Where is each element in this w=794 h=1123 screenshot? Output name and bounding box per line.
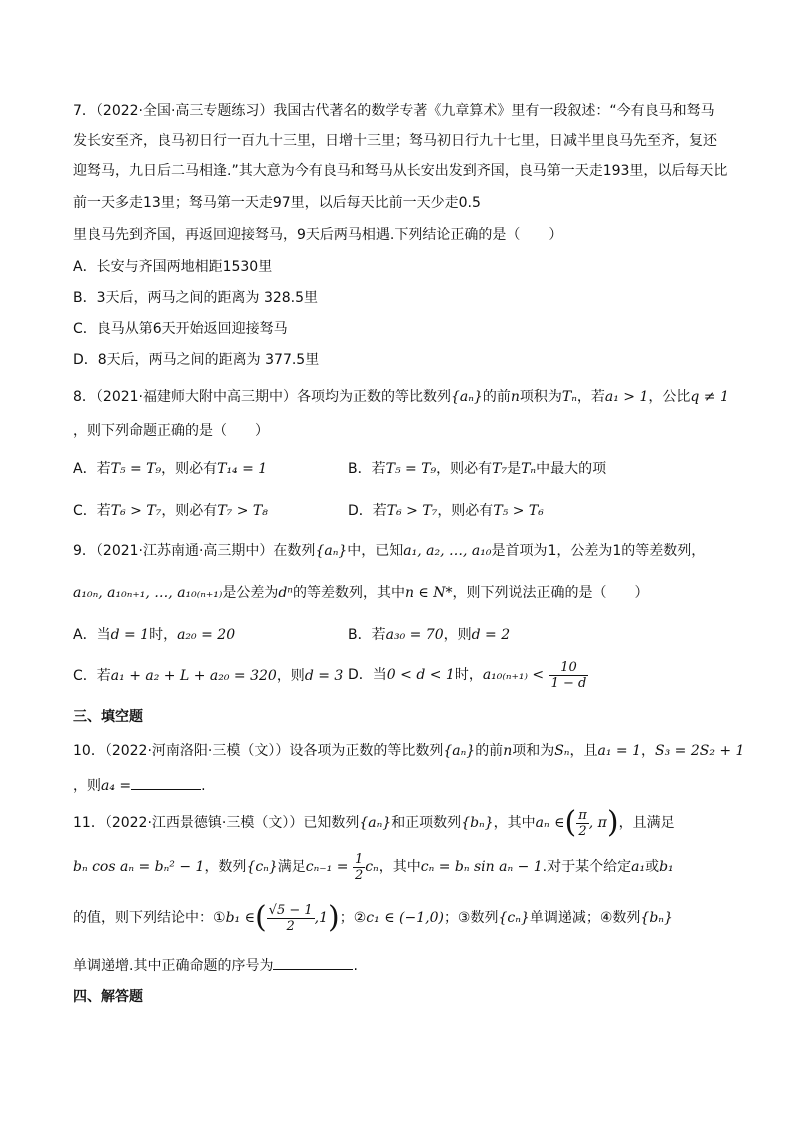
q8-d-text: ，则必有 bbox=[437, 503, 494, 519]
section-heading-fill-in: 三、填空题 bbox=[73, 709, 143, 725]
q10-math: a₄ = bbox=[101, 778, 132, 794]
q9-option-b bbox=[348, 625, 510, 645]
q9-math: n ∈ N* bbox=[404, 585, 453, 601]
q8-b-math: T₅ = T₉ bbox=[385, 461, 437, 477]
q11-sequence: {bₙ} bbox=[461, 815, 494, 831]
q10-sn: Sₙ bbox=[554, 743, 570, 759]
q9-text: 是公差为 bbox=[222, 585, 279, 601]
q11-math: cₙ₋₁ = bbox=[305, 859, 349, 875]
q11-line-3 bbox=[73, 899, 673, 937]
q11-answer-blank[interactable] bbox=[273, 955, 353, 970]
q10-math: S₃ = 2S₂ + 1 bbox=[654, 743, 745, 759]
q10-text: ，则 bbox=[73, 778, 101, 794]
q8-line-1 bbox=[73, 387, 729, 407]
q8-b-math: T₇ bbox=[492, 461, 508, 477]
q11-text: ；② bbox=[339, 910, 367, 926]
q9-b-text: ，则 bbox=[443, 627, 472, 643]
q10-line-1 bbox=[73, 741, 744, 761]
q9-a-text: A．当 bbox=[73, 627, 111, 643]
q9-a-text: 时， bbox=[149, 627, 178, 643]
q9-a-math: d = 1 bbox=[110, 627, 150, 643]
q8-text: 项积为 bbox=[519, 389, 562, 405]
q8-b-text: 中最大的项 bbox=[536, 461, 607, 477]
q11-paren: ( bbox=[564, 805, 577, 840]
q8-d-math: T₆ > T₇ bbox=[386, 503, 438, 519]
q10-text: 的前 bbox=[475, 743, 504, 759]
q9-line-2 bbox=[73, 583, 649, 603]
q11-paren: ) bbox=[328, 900, 340, 935]
q11-math: ,1 bbox=[314, 910, 329, 926]
q11-fraction bbox=[353, 852, 365, 883]
q9-c-text: C．若 bbox=[73, 668, 111, 684]
fraction-numerator: π bbox=[578, 807, 587, 823]
q9-text: ，则下列说法正确的是（ ） bbox=[452, 585, 649, 601]
q9-c-math: d = 3 bbox=[304, 668, 344, 684]
q11-math: cₙ = bₙ sin aₙ − 1 bbox=[420, 859, 543, 875]
q11-line-4 bbox=[73, 955, 358, 976]
fraction-denominator: 2 bbox=[578, 823, 587, 839]
q7-line-4: 前一天多走13里；驽马第一天走97里，以后每天比前一天少走0.5 bbox=[73, 195, 481, 211]
q11-text: 和正项数列 bbox=[391, 815, 462, 831]
q9-b-math: a₃₀ = 70 bbox=[385, 627, 444, 643]
q10-text: ， bbox=[640, 743, 655, 759]
q9-b-math: d = 2 bbox=[471, 627, 511, 643]
q11-fraction bbox=[267, 903, 315, 934]
q9-d-fraction bbox=[549, 660, 589, 691]
q11-math: b₁ ∈ bbox=[225, 910, 255, 926]
q11-line-1 bbox=[73, 806, 675, 840]
q11-text: ；③数列 bbox=[443, 910, 499, 926]
q10-sequence: {aₙ} bbox=[443, 743, 476, 759]
q8-d-math: T₅ > T₆ bbox=[493, 503, 544, 519]
q11-text: 单调递增.其中正确命题的序号为 bbox=[73, 958, 274, 974]
q11-text: ，其中 bbox=[493, 815, 536, 831]
q11-fraction bbox=[576, 808, 589, 839]
q9-b-text: B．若 bbox=[348, 627, 386, 643]
q11-text: ，其中 bbox=[378, 859, 421, 875]
q9-terms: a₁₀ₙ, a₁₀ₙ₊₁, …, a₁₀₍ₙ₊₁₎ bbox=[73, 585, 223, 601]
q10-text: 项和为 bbox=[512, 743, 555, 759]
q9-line-1 bbox=[73, 541, 705, 561]
q11-text: ，且满足 bbox=[618, 815, 675, 831]
q8-b-text: B．若 bbox=[348, 461, 386, 477]
fraction-numerator: 1 bbox=[354, 851, 364, 867]
q8-tn: Tₙ bbox=[561, 389, 577, 405]
q8-line-2: ，则下列命题正确的是（ ） bbox=[73, 423, 269, 439]
q8-ratio: q ≠ 1 bbox=[690, 389, 729, 405]
q8-condition: a₁ > 1 bbox=[604, 389, 649, 405]
q9-c-text: ，则 bbox=[276, 668, 305, 684]
q8-b-text: ，则必有 bbox=[436, 461, 493, 477]
q10-text: ，且 bbox=[569, 743, 598, 759]
q11-paren: ( bbox=[254, 900, 267, 935]
q11-text: ，数列 bbox=[204, 859, 247, 875]
q10-text: . bbox=[201, 778, 206, 794]
q11-math: b₁ bbox=[659, 859, 674, 875]
q9-d-text: D．当 bbox=[348, 667, 387, 683]
q9-option-a bbox=[73, 625, 235, 645]
q9-a-math: a₂₀ = 20 bbox=[177, 627, 236, 643]
q10-line-2 bbox=[73, 775, 206, 796]
q8-a-text: A．若 bbox=[73, 461, 111, 477]
q7-option-c: C．良马从第6天开始返回迎接驽马 bbox=[73, 321, 288, 337]
q11-math: bₙ cos aₙ = bₙ² − 1 bbox=[73, 859, 205, 875]
q10-n: n bbox=[503, 743, 513, 759]
q11-paren: ) bbox=[606, 805, 619, 840]
fraction-denominator: 2 bbox=[354, 867, 364, 883]
q11-text: .对于某个给定 bbox=[542, 859, 632, 875]
q11-sequence: {bₙ} bbox=[640, 910, 673, 926]
fraction-numerator: 10 bbox=[549, 660, 589, 676]
q11-text: 单调递减；④数列 bbox=[529, 910, 641, 926]
q9-math: dⁿ bbox=[278, 585, 293, 601]
q8-b-text: 是 bbox=[507, 461, 522, 477]
q11-text: . bbox=[353, 958, 358, 974]
q8-option-c bbox=[73, 501, 268, 521]
q9-text: 的等差数列，其中 bbox=[292, 585, 405, 601]
q7-line-5: 里良马先到齐国，再返回迎接驽马，9天后两马相遇.下列结论正确的是（ ） bbox=[73, 227, 563, 243]
q11-math: cₙ bbox=[365, 859, 379, 875]
q8-a-math: T₁₄ = 1 bbox=[217, 461, 268, 477]
q8-text: ，公比 bbox=[648, 389, 691, 405]
q11-text: 的值，则下列结论中：① bbox=[73, 910, 226, 926]
q8-option-d bbox=[348, 501, 544, 521]
q11-math: a₁ bbox=[631, 859, 646, 875]
q7-option-b: B．3天后，两马之间的距离为 328.5里 bbox=[73, 290, 319, 306]
q9-sequence: {aₙ} bbox=[315, 543, 348, 559]
q9-text: 9．（2021·江苏南通·高三期中）在数列 bbox=[73, 543, 316, 559]
q9-d-math: 0 < d < 1 bbox=[386, 667, 455, 683]
q9-text: 中，已知 bbox=[347, 543, 404, 559]
q11-math: c₁ ∈ (−1,0) bbox=[366, 910, 444, 926]
q10-answer-blank[interactable] bbox=[131, 775, 201, 790]
fraction-numerator: √5 − 1 bbox=[268, 902, 313, 918]
q8-option-b bbox=[348, 459, 606, 479]
q11-math: , π bbox=[588, 815, 607, 831]
q10-math: a₁ = 1 bbox=[597, 743, 641, 759]
q9-c-math: a₁ + a₂ + L + a₂₀ = 320 bbox=[110, 668, 277, 684]
q8-option-a bbox=[73, 459, 267, 479]
section-heading-solutions: 四、解答题 bbox=[73, 989, 143, 1005]
q9-terms: a₁, a₂, …, a₁₀ bbox=[403, 543, 492, 559]
q9-d-math: a₁₀₍ₙ₊₁₎ < bbox=[482, 667, 545, 683]
q9-d-text: 时， bbox=[454, 667, 483, 683]
q11-text: 或 bbox=[645, 859, 660, 875]
q11-sequence: {aₙ} bbox=[359, 815, 392, 831]
q9-option-c bbox=[73, 666, 343, 686]
q8-sequence: {aₙ} bbox=[451, 389, 483, 405]
q10-text: 10．（2022·河南洛阳·三模（文））设各项为正数的等比数列 bbox=[73, 743, 444, 759]
q7-line-2: 发长安至齐，良马初日行一百九十三里，日增十三里；驽马初日行九十七里，日减半里良马先至齐，复还 bbox=[73, 133, 717, 149]
q8-a-text: ，则必有 bbox=[161, 461, 218, 477]
q11-math: aₙ ∈ bbox=[535, 815, 565, 831]
q8-n: n bbox=[510, 389, 520, 405]
q11-text: 满足 bbox=[277, 859, 306, 875]
q11-sequence: {cₙ} bbox=[246, 859, 278, 875]
q8-text: ，若 bbox=[576, 389, 605, 405]
q8-text: 8．（2021·福建师大附中高三期中）各项均为正数的等比数列 bbox=[73, 389, 451, 405]
q8-c-math: T₆ > T₇ bbox=[110, 503, 162, 519]
q11-text: 11．（2022·江西景德镇·三模（文））已知数列 bbox=[73, 815, 360, 831]
q8-c-text: ，则必有 bbox=[161, 503, 218, 519]
fraction-denominator: 1 − d bbox=[550, 675, 587, 691]
q8-a-math: T₅ = T₉ bbox=[110, 461, 162, 477]
q9-option-d bbox=[348, 658, 588, 692]
fraction-denominator: 2 bbox=[286, 918, 295, 934]
q9-text: 是首项为1，公差为1的等差数列， bbox=[491, 543, 706, 559]
q8-text: 的前 bbox=[482, 389, 511, 405]
q8-c-math: T₇ > T₈ bbox=[217, 503, 268, 519]
q7-option-a: A．长安与齐国两地相距1530里 bbox=[73, 259, 273, 275]
q8-b-math: Tₙ bbox=[521, 461, 537, 477]
q7-line-3: 迎驽马，九日后二马相逢.”其大意为今有良马和驽马从长安出发到齐国，良马第一天走193里，以后每天比 bbox=[73, 163, 728, 179]
q8-d-text: D．若 bbox=[348, 503, 387, 519]
q11-sequence: {cₙ} bbox=[498, 910, 530, 926]
q7-option-d: D．8天后，两马之间的距离为 377.5里 bbox=[73, 352, 320, 368]
q11-line-2 bbox=[73, 850, 674, 884]
q7-line-1: 7．（2022·全国·高三专题练习）我国古代著名的数学专著《九章算术》里有一段叙述：“今有良马和驽马 bbox=[73, 103, 715, 119]
q8-c-text: C．若 bbox=[73, 503, 111, 519]
